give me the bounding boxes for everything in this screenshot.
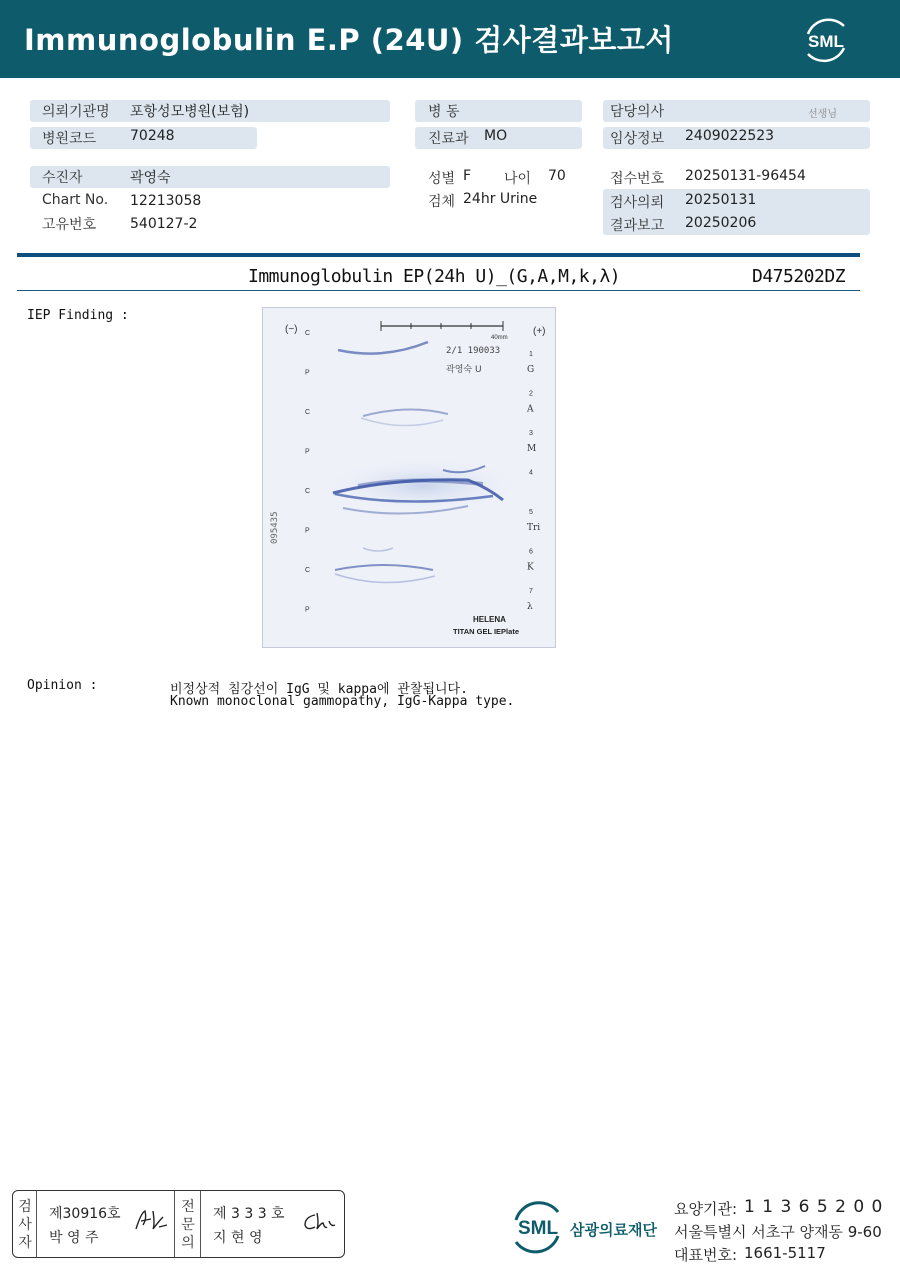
specialist-vertical-1: 전	[181, 1199, 195, 1215]
gel-patient: 곽영숙 U	[446, 365, 482, 375]
specialist-vertical-col	[175, 1191, 201, 1257]
gel-lane-label: G	[527, 365, 535, 375]
age-label: 나이	[504, 171, 532, 187]
chart-no-value: 12213058	[130, 193, 202, 209]
specimen-label: 검체	[428, 194, 456, 210]
specialist-vertical-3: 의	[181, 1235, 195, 1251]
sml-logo-icon	[800, 14, 852, 66]
gel-lane-number: 4	[529, 469, 533, 477]
finding-label: IEP Finding :	[27, 308, 129, 323]
patient-value: 곽영숙	[130, 170, 171, 186]
tester-vertical-2: 사	[18, 1217, 32, 1233]
signature-box	[12, 1190, 345, 1258]
phone-label: 대표번호:	[674, 1246, 738, 1264]
request-label: 검사의뢰	[610, 195, 665, 211]
specialist-no: 제 3 3 3 호	[213, 1206, 285, 1222]
gel-lane-label: Tri	[527, 523, 541, 533]
gel-lane-label: λ	[527, 602, 533, 612]
tester-no: 제30916호	[49, 1206, 121, 1222]
institution-value: 포항성모병원(보험)	[130, 104, 250, 120]
org-logo-text: SML	[517, 1218, 559, 1239]
clinical-label: 임상정보	[610, 131, 665, 147]
institution-label: 의뢰기관명	[42, 104, 110, 120]
tester-name: 박 영 주	[49, 1230, 99, 1246]
report-label: 결과보고	[610, 218, 665, 234]
org-name: 삼광의료재단	[570, 1221, 657, 1239]
hospital-code-label: 병원코드	[42, 131, 97, 147]
gel-lane-labels	[526, 351, 540, 612]
opinion-label: Opinion :	[27, 678, 98, 693]
report-value: 20250206	[685, 215, 757, 231]
title-underline	[17, 290, 860, 291]
chart-no-label: Chart No.	[42, 192, 109, 208]
clinical-value: 2409022523	[685, 128, 775, 144]
phone-value: 1661-5117	[744, 1244, 826, 1262]
patient-field	[30, 166, 390, 188]
receipt-value: 20250131-96454	[685, 168, 806, 184]
sex-label: 성별	[428, 171, 456, 187]
opinion-line1: 비정상적 침강선이 IgG 및 kappa에 관찰됩니다.	[170, 682, 468, 697]
logo-text: SML	[808, 32, 844, 51]
report-title: Immunoglobulin E.P (24U) 검사결과보고서	[24, 23, 674, 57]
gel-left-mark: C	[305, 488, 311, 495]
dept-label: 진료과	[428, 131, 469, 147]
gel-left-mark: P	[305, 448, 310, 456]
tester-col	[37, 1191, 175, 1257]
minus-label: (−)	[285, 324, 298, 335]
gel-lane-number: 3	[529, 430, 533, 437]
age-value: 70	[548, 168, 566, 184]
dept-value: MO	[484, 128, 508, 144]
iep-gel-image	[262, 307, 556, 648]
plus-label: (+)	[533, 326, 546, 337]
address: 서울특별시 서초구 양재동 9-60	[674, 1223, 882, 1241]
gel-left-mark: P	[305, 527, 310, 535]
gel-lane-label: M	[527, 444, 537, 454]
tester-vertical-3: 자	[18, 1235, 32, 1251]
org-logo-icon	[508, 1198, 568, 1256]
ward-label: 병 동	[428, 104, 460, 120]
hospital-code-value: 70248	[130, 128, 175, 144]
gel-left-mark: C	[305, 409, 311, 416]
gel-lane-number: 6	[529, 548, 533, 556]
gel-left-mark: C	[305, 330, 311, 337]
section-divider	[17, 253, 860, 257]
tester-vertical-1: 검	[18, 1199, 32, 1215]
specialist-vertical-2: 문	[181, 1217, 195, 1233]
code-value: 1 1 3 6 5 2 0 0	[744, 1197, 884, 1217]
tester-vertical-col	[13, 1191, 37, 1257]
report-header	[0, 0, 900, 78]
gel-left-marks	[305, 330, 310, 614]
patient-label: 수진자	[42, 170, 83, 186]
specimen-value: 24hr Urine	[463, 191, 538, 207]
gel-product: TITAN GEL IEPlate	[453, 627, 519, 636]
gel-left-mark: C	[305, 567, 311, 574]
test-code: D475202DZ	[752, 266, 846, 287]
request-value: 20250131	[685, 192, 757, 208]
unique-no-value: 540127-2	[130, 216, 198, 232]
sex-value: F	[463, 168, 472, 184]
gel-left-mark: P	[305, 606, 310, 614]
scale-label: 40mm	[491, 335, 508, 341]
gel-drawing	[263, 308, 556, 648]
gel-lane-number: 7	[529, 588, 533, 595]
gel-lane-label: A	[527, 404, 534, 415]
gel-sample-id: 2/1 190033	[446, 346, 501, 356]
unique-no-label: 고유번호	[42, 217, 97, 233]
specialist-signature-icon	[301, 1209, 337, 1235]
specialist-name: 지 현 영	[213, 1230, 263, 1246]
tester-signature-icon	[133, 1207, 169, 1235]
code-label: 요양기관:	[674, 1200, 738, 1218]
gel-left-mark: P	[305, 369, 310, 377]
receipt-label: 접수번호	[610, 171, 665, 187]
doctor-suffix: 선생님	[808, 109, 837, 120]
gel-side-code: 095435	[270, 511, 280, 544]
gel-brand: HELENA	[473, 615, 506, 624]
opinion-line2: Known monoclonal gammopathy, IgG-Kappa type.	[170, 694, 515, 709]
gel-lane-number: 5	[529, 509, 533, 516]
specialist-col	[201, 1191, 343, 1257]
gel-lane-number: 1	[529, 351, 533, 358]
gel-lane-number: 2	[529, 390, 533, 398]
doctor-label: 담당의사	[610, 104, 665, 120]
test-title: Immunoglobulin EP(24h U)_(G,A,M,k,λ)	[248, 266, 621, 287]
gel-lane-label: K	[527, 562, 534, 573]
